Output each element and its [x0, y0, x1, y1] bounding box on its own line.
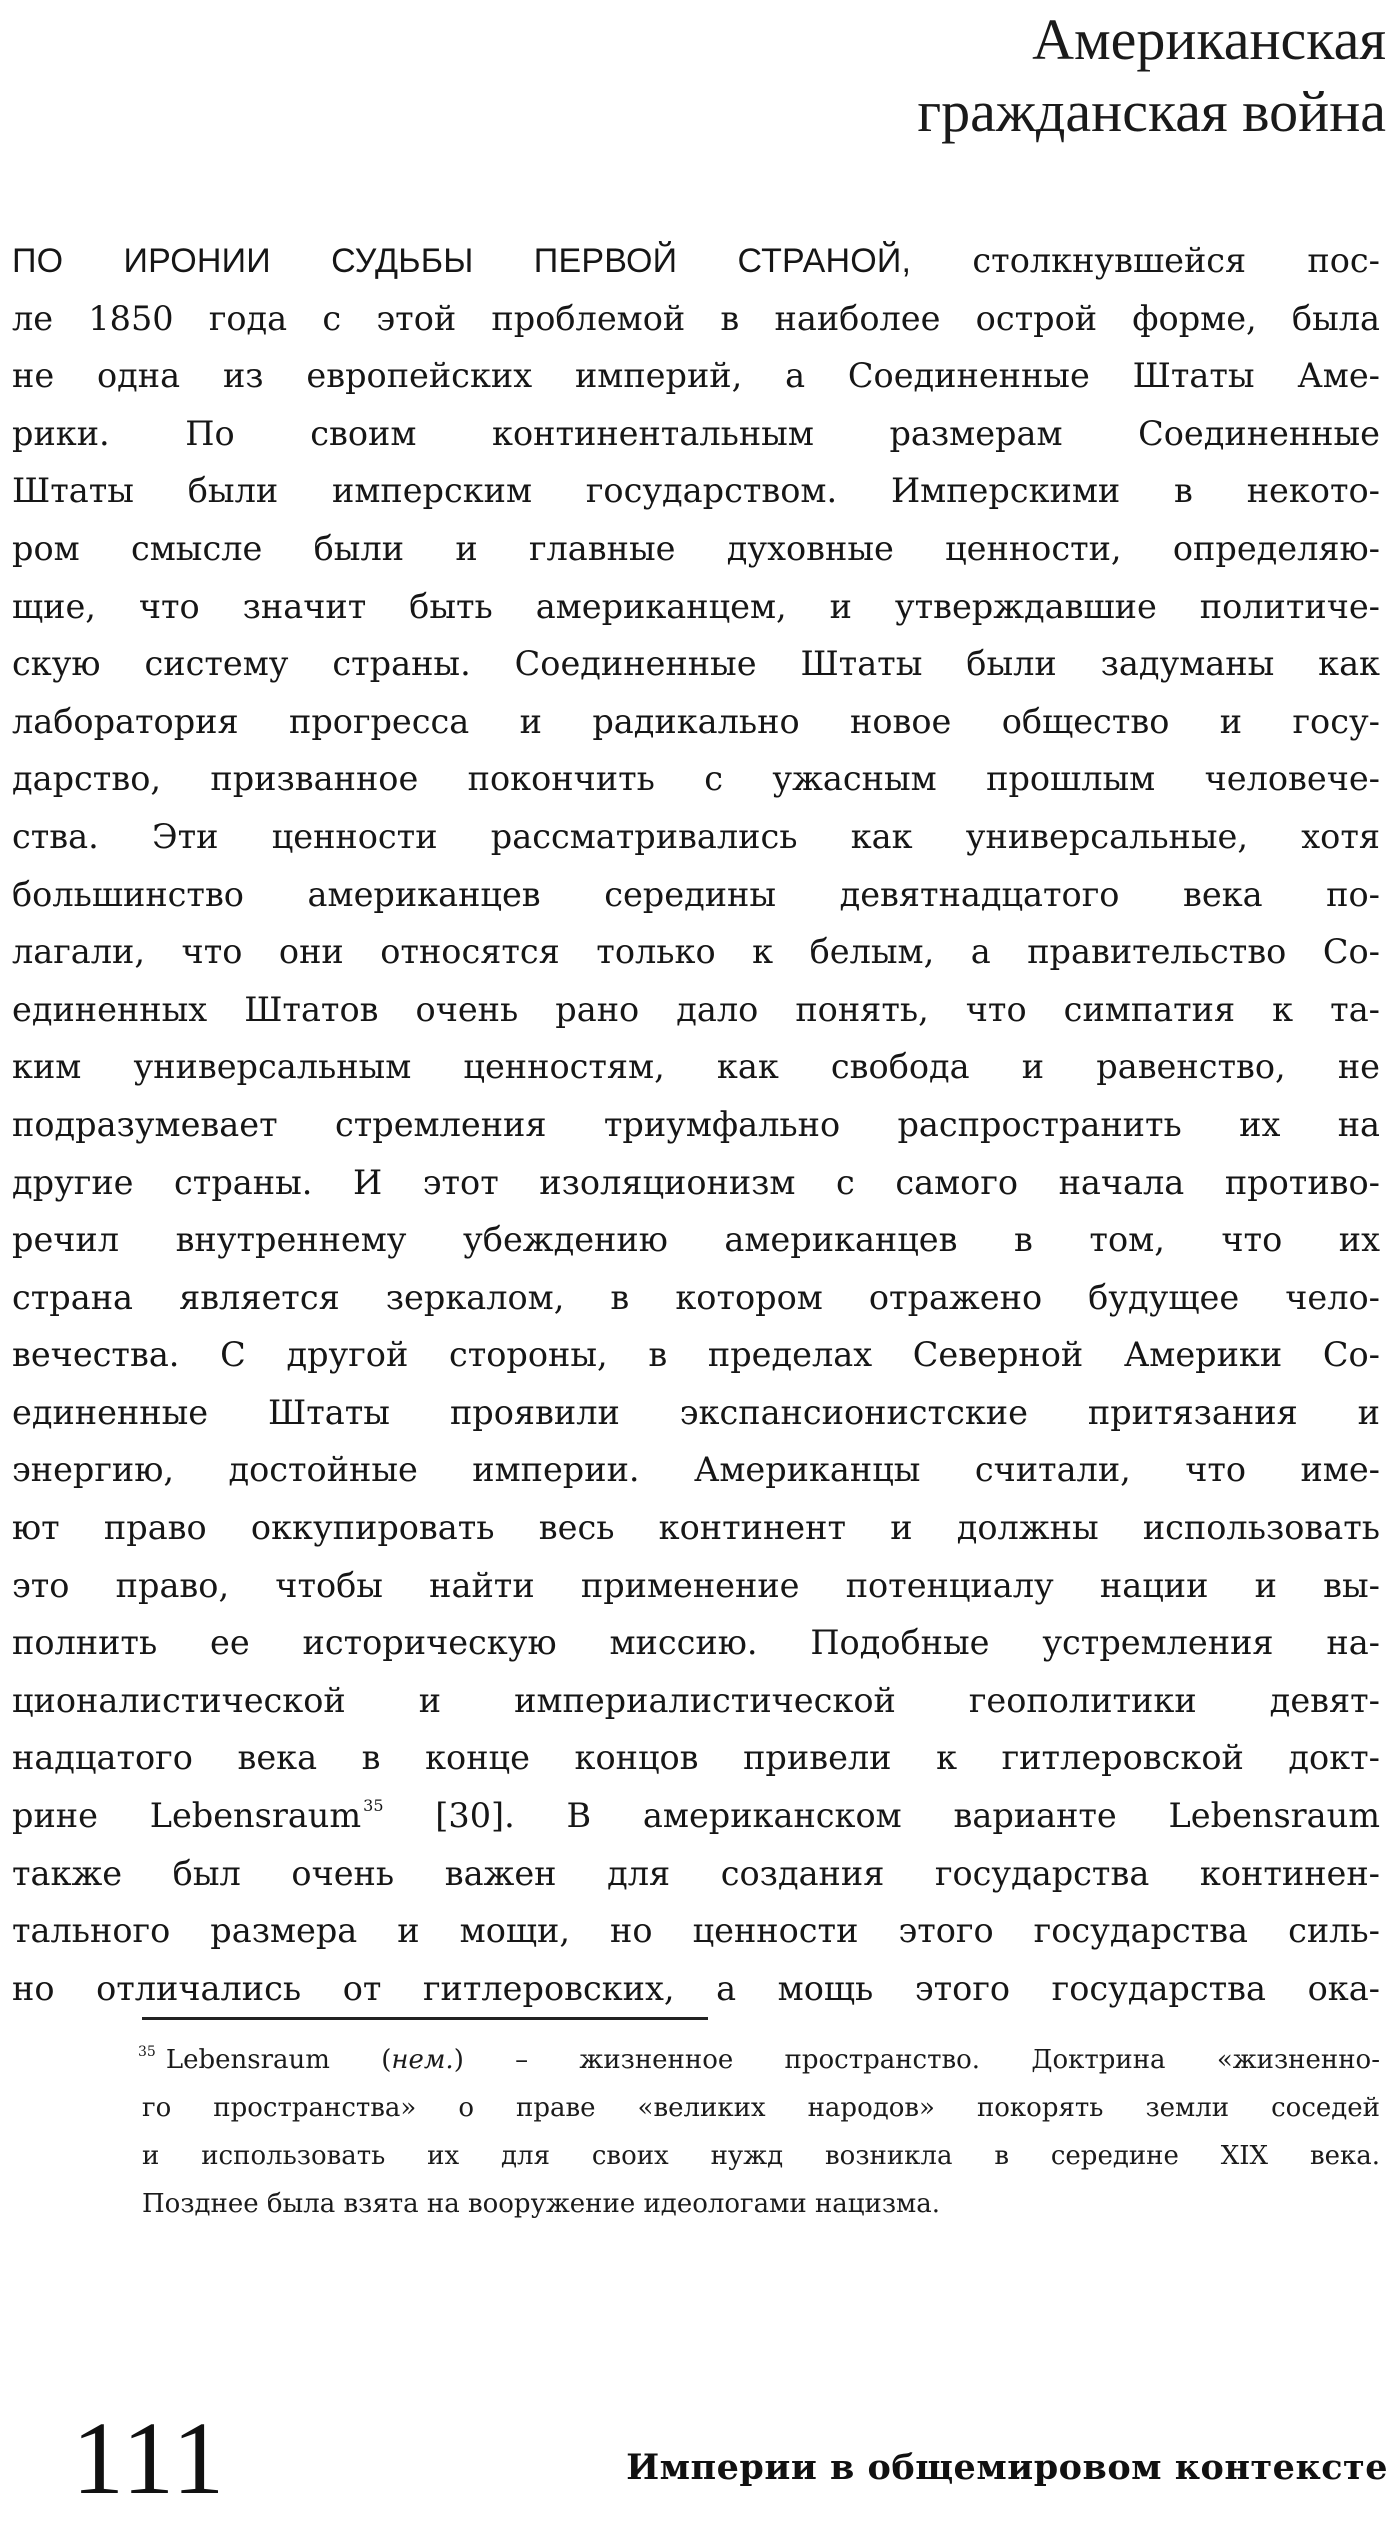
footnote-reference[interactable]: 35 [363, 1796, 384, 1816]
text-line: щие, что значит быть американцем, и утверждавшие политиче- [12, 586, 1380, 626]
text-line: ства. Эти ценности рассматривались как универсальные, хотя [12, 816, 1380, 856]
footnote-term: Lebensraum [165, 2045, 330, 2075]
text-line: Штаты были имперским государством. Имперскими в некото- [12, 471, 1380, 511]
chapter-title-line-1: Американская [1032, 7, 1386, 72]
text-line: единенные Штаты проявили экспансионистские притязания и [12, 1392, 1380, 1432]
text-line: не одна из европейских империй, а Соединенные Штаты Аме- [12, 356, 1380, 396]
chapter-title [917, 4, 1386, 148]
lead-in: ПО ИРОНИИ СУДЬБЫ ПЕРВОЙ СТРАНОЙ, [12, 242, 912, 280]
text-line: полнить ее историческую миссию. Подобные устремления на- [12, 1623, 1380, 1663]
footnote-fragment: ( [329, 2045, 392, 2075]
text-line: тального размера и мощи, но ценности этого государства силь- [12, 1911, 1380, 1951]
text-line: речил внутреннему убеждению американцев в том, что их [12, 1220, 1380, 1260]
chapter-title-line-2: гражданская война [917, 79, 1386, 144]
footnote-line: го пространства» о праве «великих народов» покорять земли соседей [142, 2093, 1380, 2123]
text-fragment: [30]. В американском варианте Lebensraum [383, 1796, 1380, 1836]
text-line: надцатого века в конце концов привели к гитлеровской докт- [12, 1738, 1380, 1778]
text-line: подразумевает стремления триумфально распространить их на [12, 1104, 1380, 1144]
text-line: ют право оккупировать весь континент и должны использовать [12, 1508, 1380, 1548]
text-line: скую систему страны. Соединенные Штаты были задуманы как [12, 644, 1380, 684]
text-fragment: рине Lebensraum [12, 1796, 362, 1836]
text-line: дарство, призванное покончить с ужасным прошлым человече- [12, 759, 1380, 799]
text-line: также был очень важен для создания государства континен- [12, 1853, 1380, 1893]
footnote-number: 35 [138, 2044, 156, 2060]
text-line: лагали, что они относятся только к белым, а правительство Со- [12, 932, 1380, 972]
text-line: рики. По своим континентальным размерам Соединенные [12, 413, 1380, 453]
footnote-line: и использовать их для своих нужд возникла в середине XIX века. [142, 2141, 1380, 2171]
text-line [12, 232, 1380, 290]
running-footer-title: Империи в общемировом контексте [626, 2447, 1388, 2488]
text-line: ционалистической и империалистической геополитики девят- [12, 1680, 1380, 1720]
text-line: ле 1850 года с этой проблемой в наиболее острой форме, была [12, 298, 1380, 338]
text-line: вечества. С другой стороны, в пределах Северной Америки Со- [12, 1335, 1380, 1375]
footnote-language: нем. [391, 2045, 454, 2075]
text-line: ким универсальным ценностям, как свобода и равенство, не [12, 1047, 1380, 1087]
text-line: лаборатория прогресса и радикально новое общество и госу- [12, 701, 1380, 741]
text-line [12, 1787, 1380, 1845]
text-line: единенных Штатов очень рано дало понять, что симпатия к та- [12, 989, 1380, 1029]
text-line: но отличались от гитлеровских, а мощь этого государства ока- [12, 1968, 1380, 2008]
footnote-line: Позднее была взята на вооружение идеологами нацизма. [142, 2189, 941, 2219]
page-number: 111 [72, 2401, 227, 2516]
footnote-line [138, 2036, 1380, 2084]
text-line: другие страны. И этот изоляционизм с самого начала противо- [12, 1162, 1380, 1202]
text-line: большинство американцев середины девятнадцатого века по- [12, 874, 1380, 914]
text-line: страна является зеркалом, в котором отражено будущее чело- [12, 1277, 1380, 1317]
text-line: ром смысле были и главные духовные ценности, определяю- [12, 528, 1380, 568]
text-line: энергию, достойные империи. Американцы считали, что име- [12, 1450, 1380, 1490]
footnote [138, 2036, 1380, 2228]
footnote-fragment: ) – жизненное пространство. Доктрина «жизненно- [453, 2045, 1380, 2075]
main-text [12, 232, 1380, 2017]
text-fragment: столкнувшейся пос- [911, 241, 1380, 280]
footnote-divider [142, 2017, 708, 2020]
text-line: это право, чтобы найти применение потенциалу нации и вы- [12, 1565, 1380, 1605]
